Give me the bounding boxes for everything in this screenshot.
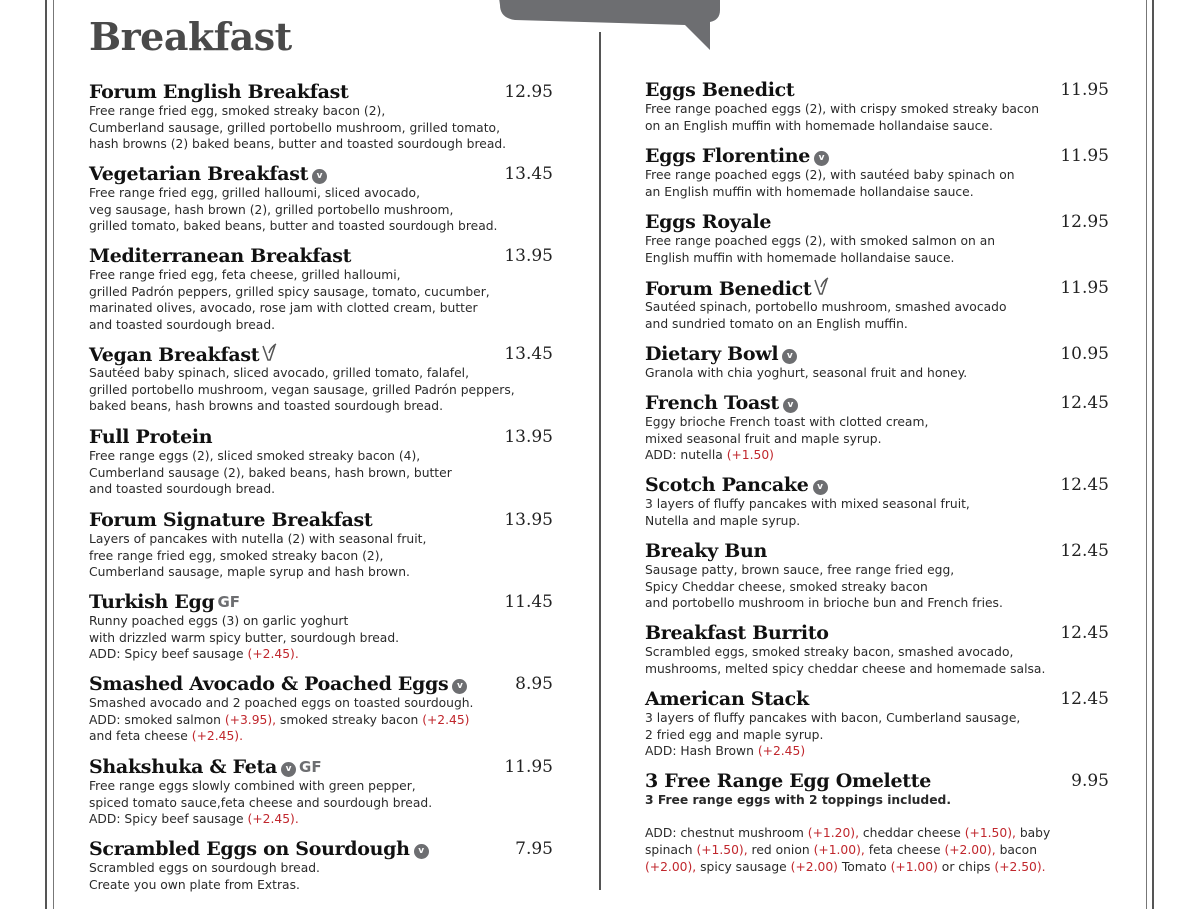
- menu-item-description: Free range poached eggs (2), with smoked salmon on an: [645, 234, 996, 248]
- add-on-text: and feta cheese: [89, 729, 188, 743]
- menu-item-price: 11.95: [1060, 146, 1109, 166]
- menu-item-description: grilled portobello mushroom, vegan sausage, grilled Padrón peppers,: [89, 382, 515, 397]
- menu-item-description: Smashed avocado and 2 poached eggs on toasted sourdough.: [89, 696, 474, 710]
- menu-item-description: Free range fried egg, smoked streaky bacon (2),: [89, 104, 386, 118]
- menu-item-header: [89, 838, 553, 860]
- menu-item-name: Eggs Florentine: [645, 145, 811, 167]
- menu-item-header: [89, 509, 553, 531]
- menu-item-name: Turkish Egg: [89, 591, 215, 613]
- add-on-add-text: Spicy beef sausage: [124, 812, 244, 826]
- menu-item-add-on: [645, 743, 1109, 760]
- menu-item-description: Granola with chia yoghurt, seasonal fruit and honey.: [645, 366, 968, 380]
- menu-item-name: Breaky Bun: [645, 540, 767, 562]
- menu-item-price: 12.45: [1060, 689, 1109, 709]
- extra-price: (+2.00),: [645, 860, 697, 874]
- add-on-add-price: (+2.45): [757, 744, 806, 758]
- menu-item-header: [645, 770, 1109, 792]
- extra-name: cheddar cheese: [862, 826, 961, 840]
- menu-item-name: Eggs Royale: [645, 211, 772, 233]
- menu-item-price: 13.45: [504, 164, 553, 184]
- menu-item-name: Scotch Pancake: [645, 474, 809, 496]
- menu-item-name: American Stack: [645, 688, 809, 710]
- extra-name: chestnut mushroom: [680, 826, 804, 840]
- v-circle-icon: v: [782, 349, 797, 364]
- menu-item-description: mixed seasonal fruit and maple syrup.: [645, 431, 882, 446]
- menu-item-description: Runny poached eggs (3) on garlic yoghurt: [89, 614, 349, 628]
- menu-item-header: [89, 245, 553, 267]
- menu-item-description: Cumberland sausage, grilled portobello mushroom, grilled tomato,: [89, 120, 500, 135]
- menu-item-description: Eggy brioche French toast with clotted cream,: [645, 415, 929, 429]
- menu-item-price: 12.45: [1060, 623, 1109, 643]
- menu-item-description: grilled Padrón peppers, grilled spicy sausage, tomato, cucumber,: [89, 284, 490, 299]
- add-on-add-label: ADD:: [89, 712, 121, 727]
- menu-item-description: Free range poached eggs (2), with sautéed baby spinach on: [645, 168, 1015, 182]
- v-circle-icon: v: [814, 151, 829, 166]
- add-on-price: (+2.45).: [191, 729, 243, 743]
- menu-item-price: 7.95: [515, 839, 553, 859]
- menu-item-name: French Toast: [645, 392, 779, 414]
- add-on-add-label: ADD:: [645, 744, 677, 758]
- menu-item-price: 12.45: [1060, 393, 1109, 413]
- menu-item: [645, 474, 1109, 529]
- menu-item-description: Cumberland sausage (2), baked beans, hash brown, butter: [89, 465, 452, 480]
- add-on-add-text: Spicy beef sausage: [124, 647, 244, 661]
- extra-price: (+1.00): [890, 860, 938, 874]
- extra-price: (+2.50).: [994, 860, 1046, 874]
- menu-item-price: 11.45: [504, 592, 553, 612]
- menu-item: [89, 343, 553, 415]
- menu-item-header: [89, 673, 553, 695]
- menu-item: [645, 79, 1109, 134]
- menu-item-header: [645, 343, 1109, 365]
- menu-item: [89, 838, 553, 893]
- menu-item-header: [89, 81, 553, 103]
- extras-list: [645, 826, 1050, 874]
- menu-item-price: 11.95: [504, 757, 553, 777]
- menu-item: [645, 277, 1109, 332]
- menu-item-description: free range fried egg, smoked streaky bacon (2),: [89, 548, 384, 563]
- menu-item-description: veg sausage, hash brown (2), grilled portobello mushroom,: [89, 202, 454, 217]
- create-plate-note: Create you own plate from Extras.: [89, 877, 300, 892]
- add-on-add-price: (+2.45).: [247, 647, 299, 661]
- menu-item-description: Sautéed spinach, portobello mushroom, smashed avocado: [645, 300, 1007, 314]
- menu-item-name: Mediterranean Breakfast: [89, 245, 352, 267]
- menu-item-price: 13.95: [504, 427, 553, 447]
- extra-name: Tomato: [841, 860, 887, 874]
- menu-item-price: 12.95: [504, 82, 553, 102]
- gluten-free-badge: GF: [217, 593, 241, 611]
- menu-item-add-on: [89, 728, 553, 745]
- menu-item-description: Free range eggs (2), sliced smoked streaky bacon (4),: [89, 449, 421, 463]
- menu-item-description: and toasted sourdough bread.: [89, 482, 276, 496]
- add-on-add-label: ADD:: [89, 647, 121, 661]
- frame-border-left-inner: [53, 0, 54, 909]
- v-circle-icon: v: [783, 398, 798, 413]
- menu-item-header: [645, 540, 1109, 562]
- menu-item-description: Free range eggs slowly combined with green pepper,: [89, 779, 416, 793]
- menu-item: [645, 540, 1109, 612]
- menu-item-description: Sautéed baby spinach, sliced avocado, grilled tomato, falafel,: [89, 366, 469, 380]
- gluten-free-badge: GF: [299, 758, 322, 776]
- menu-item-description: with drizzled warm spicy butter, sourdough bread.: [89, 630, 400, 645]
- speech-bubble-decoration: [495, 0, 720, 50]
- menu-item-header: [645, 145, 1109, 167]
- menu-item-name: Shakshuka & Feta: [89, 756, 278, 778]
- menu-item-name: Breakfast Burrito: [645, 622, 829, 644]
- add-on-add-text: smoked salmon: [124, 712, 221, 727]
- menu-item-description: and sundried tomato on an English muffin.: [645, 316, 908, 331]
- menu-item-description: Free range fried egg, grilled halloumi, sliced avocado,: [89, 186, 420, 200]
- menu-item-description: hash browns (2) baked beans, butter and toasted sourdough bread.: [89, 137, 507, 151]
- menu-item-description: Scrambled eggs, smoked streaky bacon, smashed avocado,: [645, 645, 1014, 659]
- menu-item: [645, 770, 1109, 809]
- v-circle-icon: v: [414, 844, 429, 859]
- menu-item-header: [645, 688, 1109, 710]
- menu-item: [89, 163, 553, 235]
- add-on-add-price: (+1.50): [726, 448, 774, 462]
- extra-name: spicy sausage: [700, 860, 787, 874]
- menu-item-price: 13.95: [504, 510, 553, 530]
- extras-addons: [645, 825, 1090, 876]
- frame-border-right: [1152, 0, 1154, 909]
- extra-name: baby spinach: [645, 826, 1051, 857]
- extra-price: (+2.00): [790, 860, 838, 874]
- v-circle-icon: v: [452, 679, 467, 694]
- menu-item: [89, 756, 553, 828]
- menu-item-name: Dietary Bowl: [645, 343, 779, 365]
- menu-item-price: 10.95: [1060, 344, 1109, 364]
- menu-item-price: 11.95: [1060, 80, 1109, 100]
- menu-item-description: grilled tomato, baked beans, butter and toasted sourdough bread.: [89, 219, 498, 233]
- menu-item-header: [645, 392, 1109, 414]
- menu-item-name: Scrambled Eggs on Sourdough: [89, 838, 410, 860]
- menu-item-description: 2 fried egg and maple syrup.: [645, 727, 824, 742]
- menu-item-header: [89, 343, 553, 365]
- extra-name: red onion: [751, 843, 810, 857]
- menu-item: [89, 245, 553, 333]
- menu-item-add-on: [89, 646, 553, 663]
- menu-item-price: 12.45: [1060, 475, 1109, 495]
- menu-item-description: Nutella and maple syrup.: [645, 513, 801, 528]
- menu-item-price: 12.45: [1060, 541, 1109, 561]
- menu-item-header: [89, 426, 553, 448]
- extra-name: or chips: [941, 860, 991, 874]
- menu-item-name: Vegetarian Breakfast: [89, 163, 309, 185]
- menu-item: [645, 688, 1109, 760]
- menu-item-name: Eggs Benedict: [645, 79, 795, 101]
- menu-item-name: Smashed Avocado & Poached Eggs: [89, 673, 449, 695]
- menu-item-description: Sausage patty, brown sauce, free range fried egg,: [645, 563, 955, 577]
- menu-item-add-on: [89, 712, 553, 729]
- page-title: Breakfast: [89, 14, 292, 59]
- frame-border-right-inner: [1146, 0, 1147, 909]
- leaf-v-icon: [813, 277, 829, 295]
- extra-price: (+1.00),: [813, 843, 865, 857]
- menu-item-price: 11.95: [1060, 278, 1109, 298]
- add-on-add-label: ADD:: [89, 812, 121, 826]
- v-circle-icon: v: [312, 169, 327, 184]
- extra-name: bacon: [999, 843, 1037, 857]
- column-divider: [599, 32, 601, 890]
- add-on-add-text: Hash Brown: [680, 744, 754, 758]
- menu-item-description: Layers of pancakes with nutella (2) with seasonal fruit,: [89, 532, 427, 546]
- menu-item-name: Forum Signature Breakfast: [89, 509, 373, 531]
- menu-item-price: 8.95: [515, 674, 553, 694]
- menu-item-description: baked beans, hash browns and toasted sourdough bread.: [89, 399, 443, 413]
- menu-item: [645, 211, 1109, 266]
- add-on-add-price2: (+2.45): [422, 712, 470, 727]
- menu-item-header: [645, 622, 1109, 644]
- menu-item-price: 12.95: [1060, 212, 1109, 232]
- menu-item-description: mushrooms, melted spicy cheddar cheese and homemade salsa.: [645, 661, 1046, 676]
- menu-item-description: spiced tomato sauce,feta cheese and sourdough bread.: [89, 795, 433, 810]
- menu-item-name: Full Protein: [89, 426, 213, 448]
- menu-item-name: Vegan Breakfast: [89, 344, 260, 366]
- v-circle-icon: v: [813, 480, 828, 495]
- menu-item-description: and toasted sourdough bread.: [89, 317, 276, 332]
- add-on-add-label: ADD:: [645, 448, 677, 462]
- menu-item-bold-description: 3 Free range eggs with 2 toppings included.: [645, 793, 952, 807]
- add-on-add-text2: smoked streaky bacon: [279, 712, 419, 727]
- extra-name: feta cheese: [868, 843, 941, 857]
- menu-item-description: and portobello mushroom in brioche bun and French fries.: [645, 596, 1003, 610]
- v-circle-icon: v: [281, 762, 296, 777]
- menu-item-description: marinated olives, avocado, rose jam with clotted cream, butter: [89, 301, 478, 315]
- menu-item-header: [89, 163, 553, 185]
- menu-item: [89, 673, 553, 745]
- menu-item-price: 13.45: [504, 344, 553, 364]
- menu-item-header: [645, 474, 1109, 496]
- menu-item-add-on: [645, 447, 1109, 464]
- extra-price: (+1.50),: [696, 843, 748, 857]
- add-on-add-price: (+3.95),: [224, 712, 277, 727]
- menu-item: [89, 509, 553, 581]
- menu-item-description: Cumberland sausage, maple syrup and hash brown.: [89, 565, 410, 579]
- menu-item: [89, 81, 553, 153]
- menu-item-header: [89, 756, 553, 778]
- menu-item-name: 3 Free Range Egg Omelette: [645, 770, 931, 792]
- menu-item-description: on an English muffin with homemade hollandaise sauce.: [645, 118, 993, 133]
- menu-item-name: Forum Benedict: [645, 278, 812, 300]
- add-on-add-text: nutella: [680, 448, 723, 462]
- menu-item-header: [645, 211, 1109, 233]
- menu-item-description: Spicy Cheddar cheese, smoked streaky bacon: [645, 579, 928, 594]
- menu-item-description: Free range poached eggs (2), with crispy smoked streaky bacon: [645, 102, 1039, 116]
- menu-item: [645, 622, 1109, 677]
- menu-item: [89, 426, 553, 498]
- add-on-add-price: (+2.45).: [247, 812, 299, 826]
- menu-item-description: 3 layers of fluffy pancakes with bacon, Cumberland sausage,: [645, 711, 1021, 725]
- menu-item-header: [645, 79, 1109, 101]
- menu-item-description: an English muffin with homemade hollandaise sauce.: [645, 184, 974, 199]
- extras-add-label: ADD:: [645, 826, 677, 840]
- menu-item-add-on: [89, 811, 553, 828]
- menu-item-description: 3 layers of fluffy pancakes with mixed seasonal fruit,: [645, 497, 970, 511]
- menu-item-description: Free range fried egg, feta cheese, grilled halloumi,: [89, 268, 401, 282]
- extra-price: (+1.50),: [964, 826, 1016, 840]
- menu-item-description: [645, 792, 1109, 809]
- frame-border-left: [45, 0, 47, 909]
- menu-item-header: [89, 591, 553, 613]
- menu-item: [645, 392, 1109, 464]
- menu-item: [645, 145, 1109, 200]
- menu-item-price: 13.95: [504, 246, 553, 266]
- extra-price: (+1.20),: [807, 826, 859, 840]
- menu-item: [89, 591, 553, 663]
- leaf-v-icon: [261, 343, 277, 361]
- menu-item-price: 9.95: [1071, 771, 1109, 791]
- menu-item-description: English muffin with homemade hollandaise sauce.: [645, 250, 955, 265]
- menu-item: [645, 343, 1109, 382]
- menu-item-header: [645, 277, 1109, 299]
- menu-item-description: Scrambled eggs on sourdough bread.: [89, 861, 320, 875]
- extra-price: (+2.00),: [944, 843, 996, 857]
- menu-item-name: Forum English Breakfast: [89, 81, 349, 103]
